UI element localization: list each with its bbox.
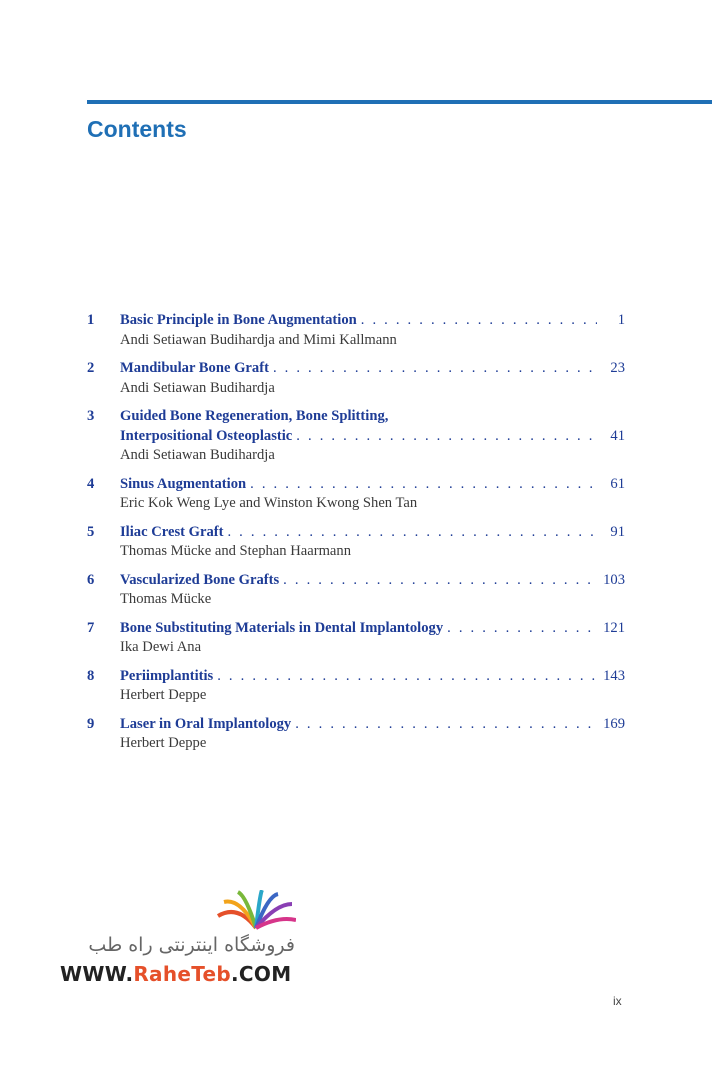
dot-leader — [361, 311, 597, 331]
site-suffix: .COM — [231, 962, 292, 986]
toc-row — [87, 311, 625, 331]
page-ref[interactable]: 41 — [610, 427, 625, 444]
toc-entry — [87, 667, 625, 706]
page-ref[interactable]: 169 — [603, 715, 625, 732]
toc-entry — [87, 715, 625, 754]
toc-entry — [87, 407, 625, 466]
chapter-title[interactable]: Interpositional Osteoplastic — [120, 427, 293, 444]
toc-row — [87, 619, 625, 639]
page-ref[interactable]: 143 — [603, 667, 625, 684]
chapter-number: 4 — [87, 475, 95, 492]
dot-leader — [273, 359, 597, 379]
page-ref[interactable]: 61 — [610, 475, 625, 492]
open-book-fan-icon — [216, 890, 296, 930]
page-number: ix — [613, 994, 622, 1008]
chapter-title[interactable]: Iliac Crest Graft — [120, 523, 224, 540]
dot-leader — [447, 619, 597, 639]
page-ref[interactable]: 1 — [617, 312, 625, 328]
dot-leader — [283, 571, 597, 591]
dot-leader — [250, 475, 597, 495]
toc-row — [87, 571, 625, 591]
chapter-authors: Ika Dewi Ana — [120, 639, 202, 655]
chapter-title[interactable]: Vascularized Bone Grafts — [120, 571, 280, 588]
toc-row — [87, 523, 625, 543]
watermark — [58, 890, 303, 990]
chapter-authors: Andi Setiawan Budihardja — [120, 447, 275, 463]
watermark-site — [60, 962, 291, 986]
dot-leader — [217, 667, 597, 687]
chapter-authors: Thomas Mücke and Stephan Haarmann — [120, 543, 351, 559]
page-title: Contents — [87, 116, 187, 142]
toc-entry — [87, 475, 625, 514]
toc-row — [87, 359, 625, 379]
site-prefix: WWW. — [60, 962, 134, 986]
table-of-contents — [87, 311, 625, 763]
site-brand: RaheTeb — [133, 962, 232, 986]
chapter-title[interactable]: Laser in Oral Implantology — [120, 715, 292, 732]
page-ref[interactable]: 121 — [603, 619, 625, 636]
chapter-number: 9 — [87, 715, 95, 732]
chapter-number: 3 — [87, 408, 95, 424]
top-rule — [87, 100, 712, 104]
toc-row — [87, 407, 625, 427]
toc-row — [87, 475, 625, 495]
chapter-title[interactable]: Mandibular Bone Graft — [120, 360, 269, 376]
chapter-title[interactable]: Bone Substituting Materials in Dental Implantology — [120, 619, 444, 636]
chapter-authors: Andi Setiawan Budihardja — [120, 379, 275, 396]
toc-entry — [87, 523, 625, 562]
chapter-number: 7 — [87, 619, 95, 636]
toc-row — [87, 427, 625, 447]
chapter-title[interactable]: Basic Principle in Bone Augmentation — [120, 312, 357, 328]
chapter-authors: Thomas Mücke — [120, 591, 212, 607]
chapter-authors: Andi Setiawan Budihardja and Mimi Kallmann — [120, 331, 397, 348]
toc-entry — [87, 571, 625, 610]
dot-leader — [295, 715, 597, 735]
chapter-number: 6 — [87, 571, 95, 588]
chapter-authors: Eric Kok Weng Lye and Winston Kwong Shen Tan — [120, 495, 418, 511]
toc-entry — [87, 311, 625, 350]
watermark-persian-text: فروشگاه اینترنتی راه طب — [88, 934, 295, 956]
toc-entry — [87, 619, 625, 658]
chapter-number: 1 — [87, 312, 95, 328]
chapter-title[interactable]: Sinus Augmentation — [120, 475, 247, 492]
chapter-number: 2 — [87, 360, 95, 376]
dot-leader — [296, 427, 597, 447]
page-ref[interactable]: 23 — [610, 360, 625, 376]
toc-row — [87, 715, 625, 735]
chapter-authors: Herbert Deppe — [120, 735, 207, 751]
toc-row — [87, 667, 625, 687]
toc-entry — [87, 359, 625, 398]
chapter-authors: Herbert Deppe — [120, 687, 207, 703]
chapter-title[interactable]: Guided Bone Regeneration, Bone Splitting, — [120, 408, 389, 424]
page-ref[interactable]: 103 — [603, 571, 625, 588]
chapter-title[interactable]: Periimplantitis — [120, 667, 214, 684]
chapter-number: 5 — [87, 523, 95, 540]
chapter-number: 8 — [87, 667, 95, 684]
dot-leader — [227, 523, 597, 543]
page-ref[interactable]: 91 — [610, 523, 625, 540]
